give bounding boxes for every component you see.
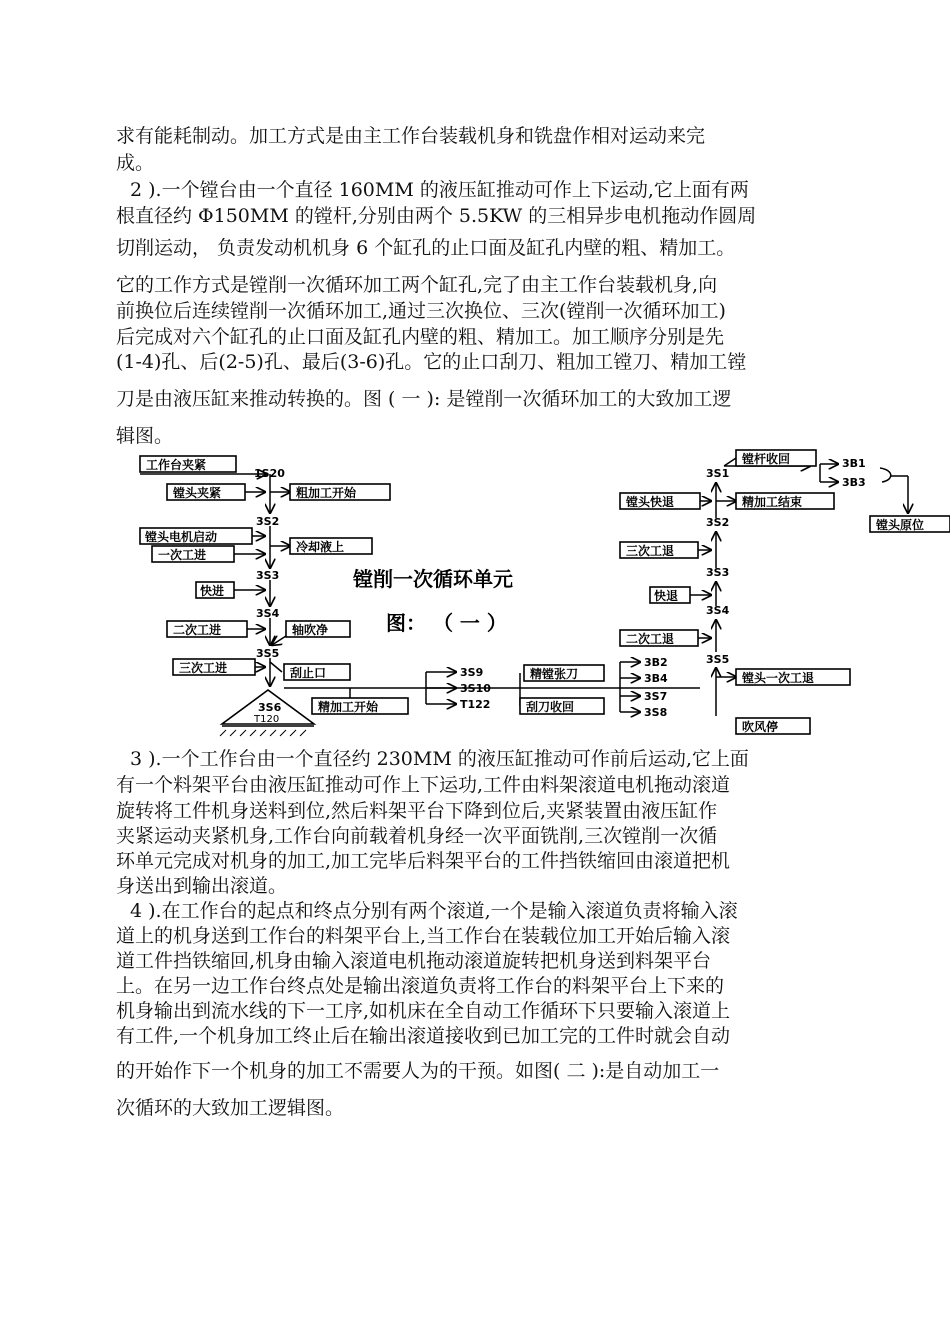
text-line: 道工件挡铁缩回,机身由输入滚道电机拖动滚道旋转把机身送到料架平台 <box>116 950 712 972</box>
box-scrape-spigot <box>284 664 350 680</box>
switch-label: 3S3 <box>706 566 730 579</box>
box-finish-start <box>312 698 408 714</box>
svg-text:轴吹净: 轴吹净 <box>292 623 329 637</box>
box-rapid-retract <box>650 587 690 603</box>
svg-text:三次工退: 三次工退 <box>626 544 675 558</box>
text-line: 的开始作下一个机身的加工不需要人为的干预。如图( 二 ):是自动加工一 <box>116 1060 720 1082</box>
box-motor-start <box>140 528 252 544</box>
svg-text:工作台夹紧: 工作台夹紧 <box>146 458 207 472</box>
svg-text:二次工进: 二次工进 <box>173 623 222 637</box>
svg-text:刮刀收回: 刮刀收回 <box>526 700 575 714</box>
text-line: 前换位后连续镗削一次循环加工,通过三次换位、三次(镗削一次循环加工) <box>116 300 726 322</box>
text-line: 根直径约 Φ150MM 的镗杆,分别由两个 5.5KW 的三相异步电机拖动作圆周 <box>116 205 757 227</box>
svg-text:镗头电机启动: 镗头电机启动 <box>145 530 218 544</box>
text-line: 道上的机身送到工作台的料架平台上,当工作台在装载位加工开始后输入滚 <box>116 925 731 947</box>
text-line: 后完成对六个缸孔的止口面及缸孔内壁的粗、精加工。加工顺序分别是先 <box>116 326 725 348</box>
box-coolant-on <box>290 538 372 554</box>
svg-text:镗杆收回: 镗杆收回 <box>742 452 791 466</box>
svg-text:镗头原位: 镗头原位 <box>876 518 925 532</box>
svg-text:精加工开始: 精加工开始 <box>318 700 379 714</box>
text-line: 有一个料架平台由液压缸推动可作上下运功,工件由料架滚道电机拖动滚道 <box>116 774 731 796</box>
text-line: 它的工作方式是镗削一次循环加工两个缸孔,完了由主工作台装载机身,向 <box>116 274 718 296</box>
switch-label: 1S20 <box>254 467 285 480</box>
text-line: 机身输出到流水线的下一工序,如机床在全自动工作循环下只要输入滚道上 <box>116 1000 731 1022</box>
svg-text:镗头一次工退: 镗头一次工退 <box>742 671 815 685</box>
box-scraper-retract <box>520 698 604 714</box>
text-line: 成。 <box>116 152 155 174</box>
text-line: 4 ).在工作台的起点和终点分别有两个滚道,一个是输入滚道负责将输入滚 <box>130 900 738 922</box>
svg-text:快退: 快退 <box>654 589 679 603</box>
text-line: 辑图。 <box>116 425 174 447</box>
box-head-clamp <box>167 484 245 500</box>
switch-label: 3S5 <box>706 653 730 666</box>
diagram-title: 镗削一次循环单元 <box>353 567 513 591</box>
svg-text:精镗张刀: 精镗张刀 <box>530 667 579 681</box>
svg-text:二次工退: 二次工退 <box>626 632 675 646</box>
text-line: 有工件,一个机身加工终止后在输出滚道接收到已加工完的工件时就会自动 <box>116 1025 731 1047</box>
switch-label: 3S10 <box>460 682 491 695</box>
text-line: 次循环的大致加工逻辑图。 <box>116 1097 345 1119</box>
switch-label: 3S7 <box>644 690 668 703</box>
switch-label: 3S2 <box>256 515 280 528</box>
svg-text:冷却液上: 冷却液上 <box>296 540 345 554</box>
switch-label: 3S3 <box>256 569 280 582</box>
switch-label: 3S4 <box>256 607 280 620</box>
switch-label: 3S6 <box>258 701 282 714</box>
switch-label: 3S2 <box>706 516 730 529</box>
text-line: 身送出到输出滚道。 <box>116 875 288 897</box>
switch-label: 3S1 <box>706 467 730 480</box>
text-line: 3 ).一个工作台由一个直径约 230MM 的液压缸推动可作前后运动,它上面 <box>130 748 749 770</box>
svg-text:镗头快退: 镗头快退 <box>626 495 675 509</box>
box-head-retract-1 <box>736 669 850 685</box>
logic-diagram <box>0 448 950 740</box>
text-line: 夹紧运动夹紧机身,工作台向前载着机身经一次平面铣削,三次镗削一次循 <box>116 825 718 847</box>
box-worktable-clamp <box>140 456 236 472</box>
switch-label: 3B2 <box>644 656 668 669</box>
switch-label: 3B3 <box>842 476 866 489</box>
text-line: 旋转将工件机身送料到位,然后料架平台下降到位后,夹紧装置由液压缸作 <box>116 800 718 822</box>
text-line: 切削运动， 负责发动机机身 6 个缸孔的止口面及缸孔内壁的粗、精加工。 <box>116 237 736 259</box>
box-finish-end <box>736 493 834 509</box>
switch-label: 3S4 <box>706 604 730 617</box>
box-finish-bore-expand <box>524 665 604 681</box>
switch-label: 3S9 <box>460 666 484 679</box>
box-bar-retract <box>736 450 816 466</box>
text-line: 求有能耗制动。加工方式是由主工作台装载机身和铣盘作相对运动来完 <box>116 125 706 147</box>
switch-label: 3B1 <box>842 457 866 470</box>
svg-text:精加工结束: 精加工结束 <box>742 495 803 509</box>
svg-text:粗加工开始: 粗加工开始 <box>296 486 357 500</box>
svg-text:快进: 快进 <box>200 584 225 598</box>
switch-label: 3S8 <box>644 706 668 719</box>
svg-text:吹风停: 吹风停 <box>742 720 779 734</box>
svg-text:刮止口: 刮止口 <box>290 666 327 680</box>
timer-label: T120 <box>254 714 280 725</box>
box-retract-2 <box>620 630 698 646</box>
box-feed-3 <box>173 659 255 675</box>
box-rapid-advance <box>196 582 234 598</box>
svg-text:三次工进: 三次工进 <box>179 661 228 675</box>
switch-label: 3S5 <box>256 647 280 660</box>
diagram-subtitle: 图： （ 一 ） <box>386 611 507 635</box>
timer-label: T122 <box>460 698 491 711</box>
text-line: 上。在另一边工作台终点处是输出滚道负责将工作台的料架平台上下来的 <box>116 975 725 997</box>
box-blow-stop <box>736 718 810 734</box>
text-line: (1-4)孔、后(2-5)孔、最后(3-6)孔。它的止口刮刀、粗加工镗刀、精加工镗 <box>116 351 747 373</box>
box-feed-1 <box>152 546 234 562</box>
box-feed-2 <box>167 621 247 637</box>
box-head-home <box>870 516 950 532</box>
switch-label: 3B4 <box>644 672 668 685</box>
svg-text:镗头夹紧: 镗头夹紧 <box>173 486 222 500</box>
box-retract-3 <box>620 542 698 558</box>
box-axis-blow <box>286 621 350 637</box>
svg-text:一次工进: 一次工进 <box>158 548 207 562</box>
box-head-rapid-retract <box>620 493 700 509</box>
text-line: 2 ).一个镗台由一个直径 160MM 的液压缸推动可作上下运动,它上面有两 <box>130 179 749 201</box>
box-rough-start <box>290 484 390 500</box>
text-line: 刀是由液压缸来推动转换的。图 ( 一 ): 是镗削一次循环加工的大致加工逻 <box>116 388 732 410</box>
text-line: 环单元完成对机身的加工,加工完毕后料架平台的工件挡铁缩回由滚道把机 <box>116 850 731 872</box>
